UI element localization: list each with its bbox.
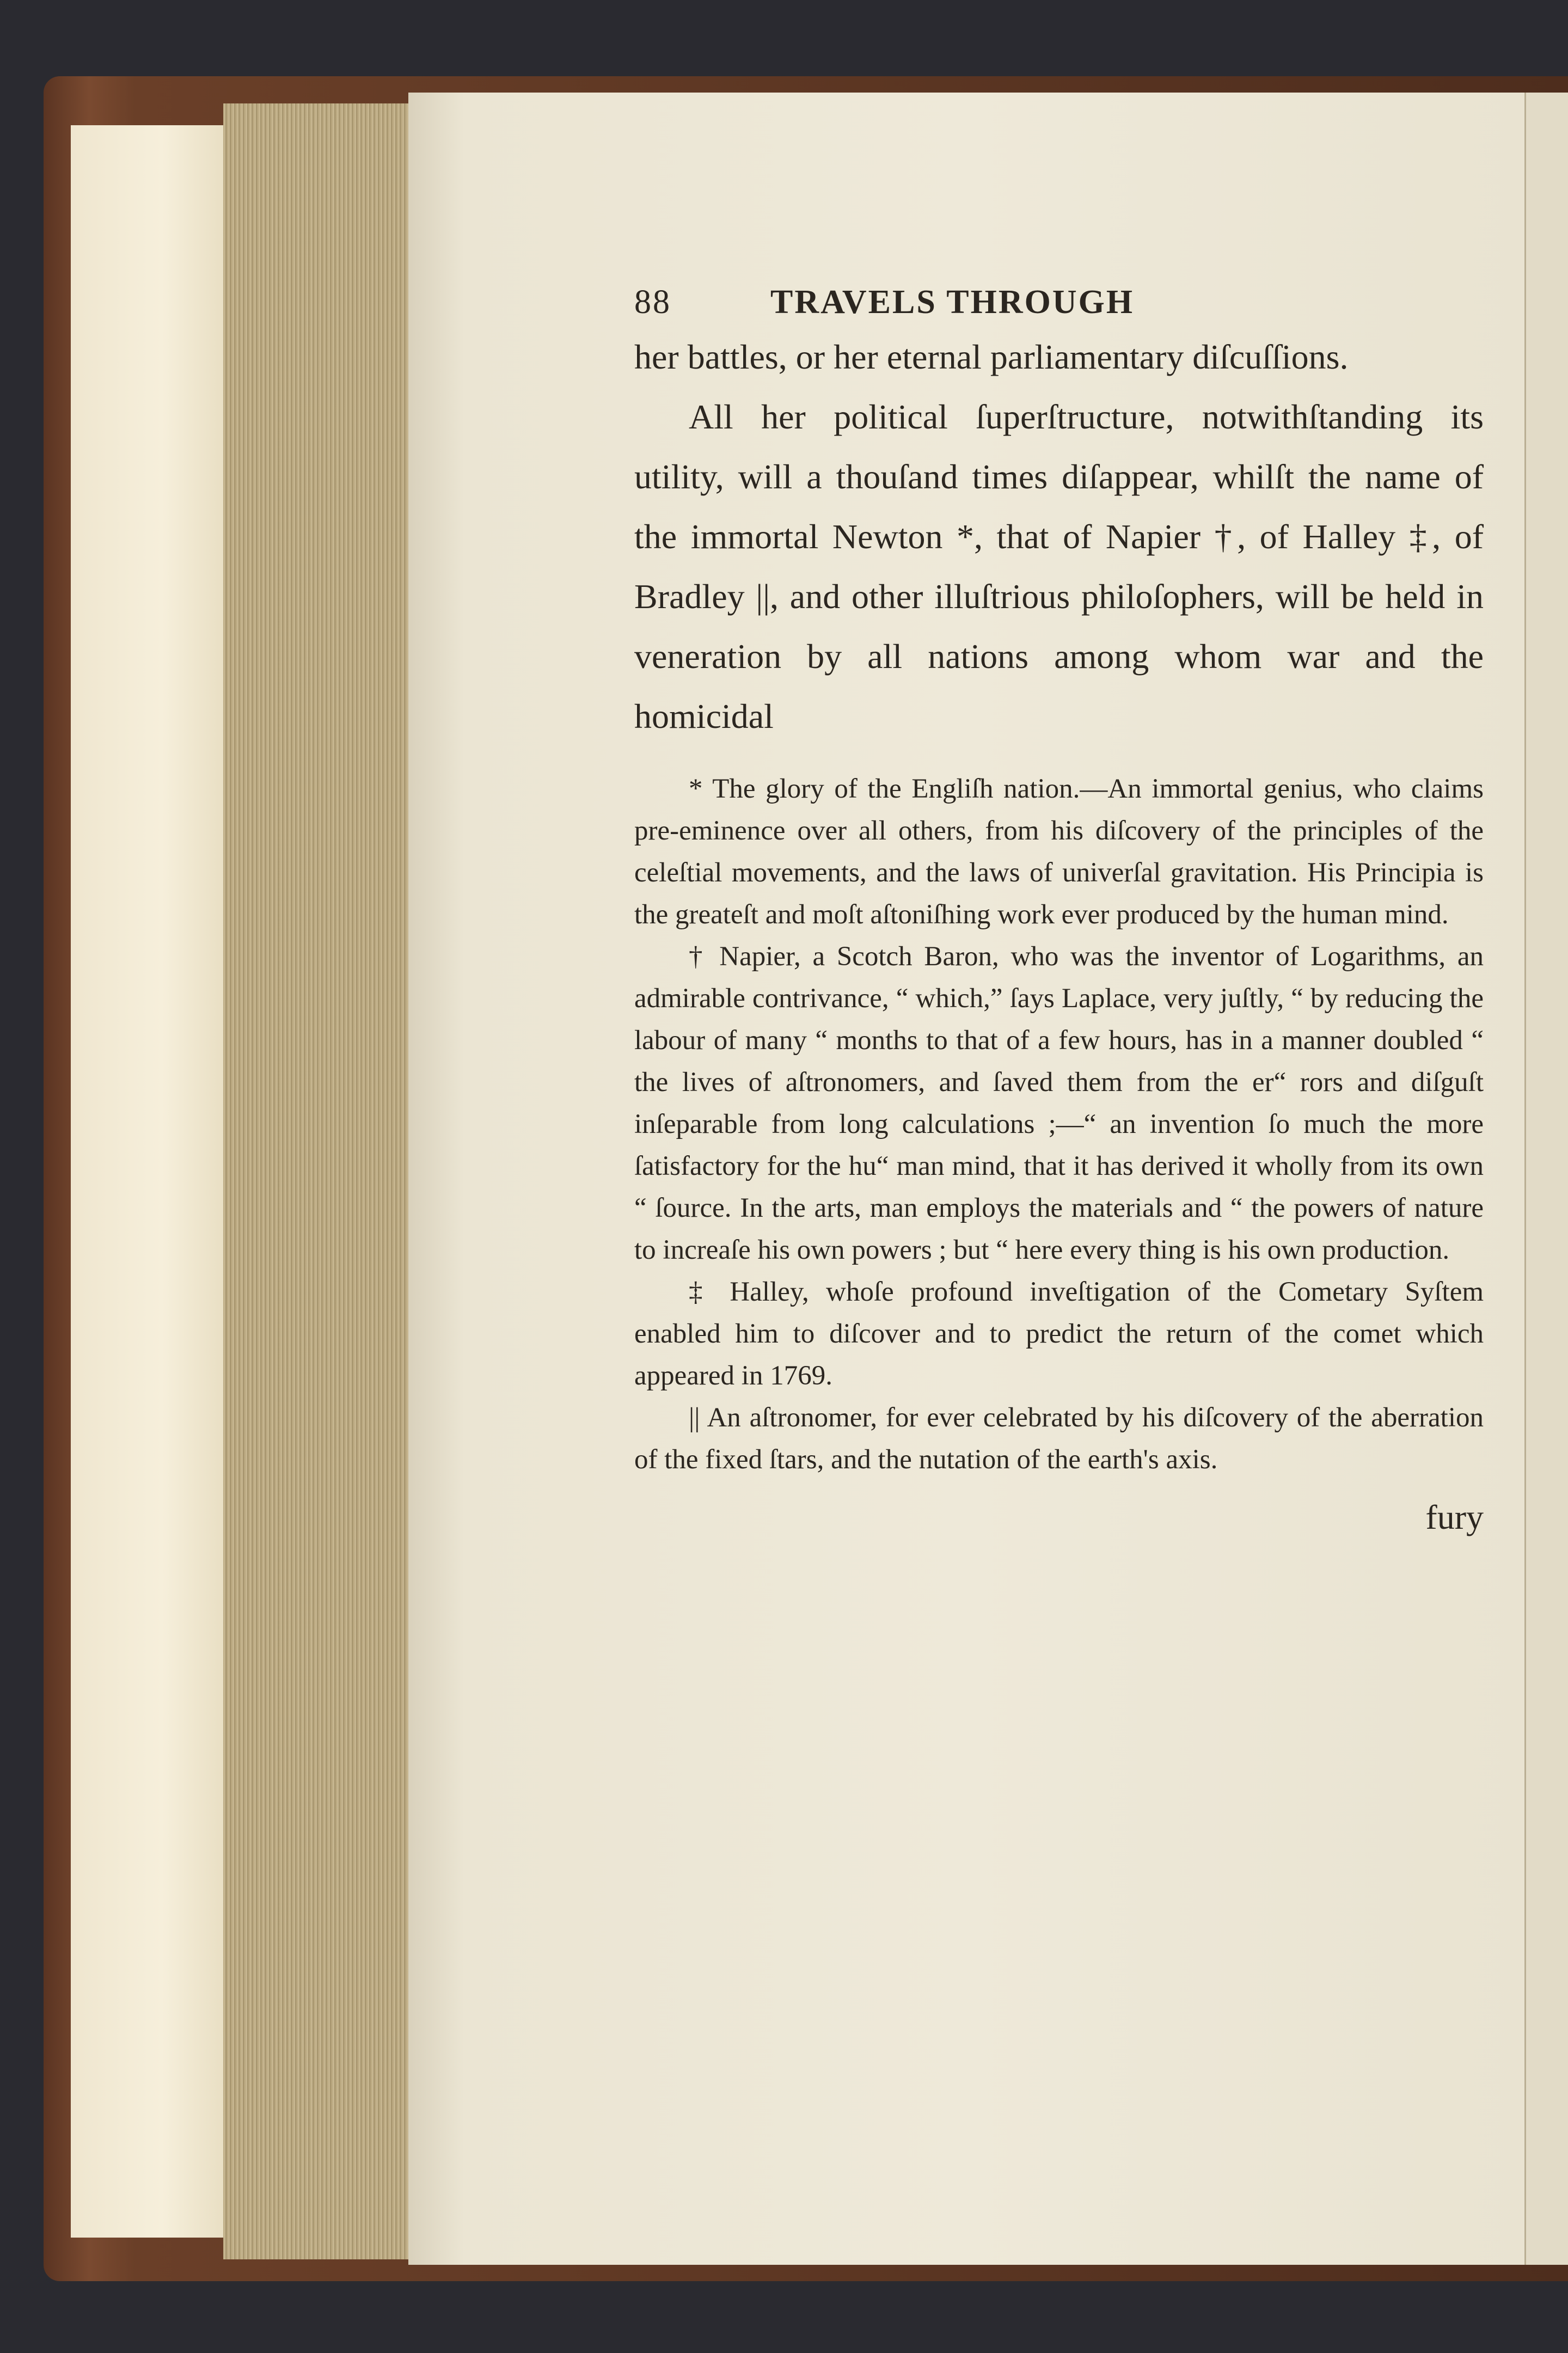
page-number: 88 — [634, 284, 671, 321]
body-paragraph: All her political ſuperſtructure, notwithſtanding its utility, will a thouſand times diſappear, whilſt the name of the immortal Newton *, that of Napier †, of Halley ‡, of Bradley ||, and other illuſtrious philoſophers, will be held in veneration by all nations among whom war and the homicidal — [634, 397, 1484, 736]
body-text — [634, 327, 1484, 746]
page-edges — [223, 103, 408, 2259]
footnote-newton: * The glory of the Engliſh nation.—An immortal genius, who claims pre-eminence over all others, from his diſcovery of the principles of the celeſtial movements, and the laws of univerſal gravitation. His Principia is the greateſt and moſt aſtoniſhing work ever produced by the human mind. — [634, 774, 1484, 930]
footnote-bradley: || An aſtronomer, for ever celebrated by his diſcovery of the aberration of the fixed ſtars, and the nutation of the earth's axis. — [634, 1402, 1484, 1475]
catchword: fury — [1425, 1498, 1484, 1536]
running-head: TRAVELS THROUGH — [770, 284, 1135, 321]
page-header — [634, 283, 1484, 322]
page-content — [634, 283, 1484, 1537]
footnotes — [634, 768, 1484, 1481]
body-paragraph: her battles, or her eternal parliamentary diſcuſſions. — [634, 338, 1349, 376]
footnote-napier: † Napier, a Scotch Baron, who was the inventor of Logarithms, an admirable contrivance, “ which,” ſays Laplace, very juſtly, “ by reducing the labour of many “ months to that of a few hours, has in a manner doubled “ the lives of aſtronomers, and ſaved them from the er“ rors and diſguſt inſeparable from long calculations ;—“ an invention ſo much the more ſatisfactory for the hu“ man mind, that it has derived it wholly from its own “ ſource. In the arts, man employs the materials and “ the powers of nature to increaſe his own powers ; but “ here every thing is his own production. — [634, 941, 1484, 1265]
flyleaf — [71, 125, 223, 2238]
facing-page-edge — [1524, 93, 1568, 2265]
footnote-halley: ‡ Halley, whoſe profound inveſtigation of the Cometary Syſtem enabled him to diſcover and to predict the return of the comet which appeared in 1769. — [634, 1277, 1484, 1391]
